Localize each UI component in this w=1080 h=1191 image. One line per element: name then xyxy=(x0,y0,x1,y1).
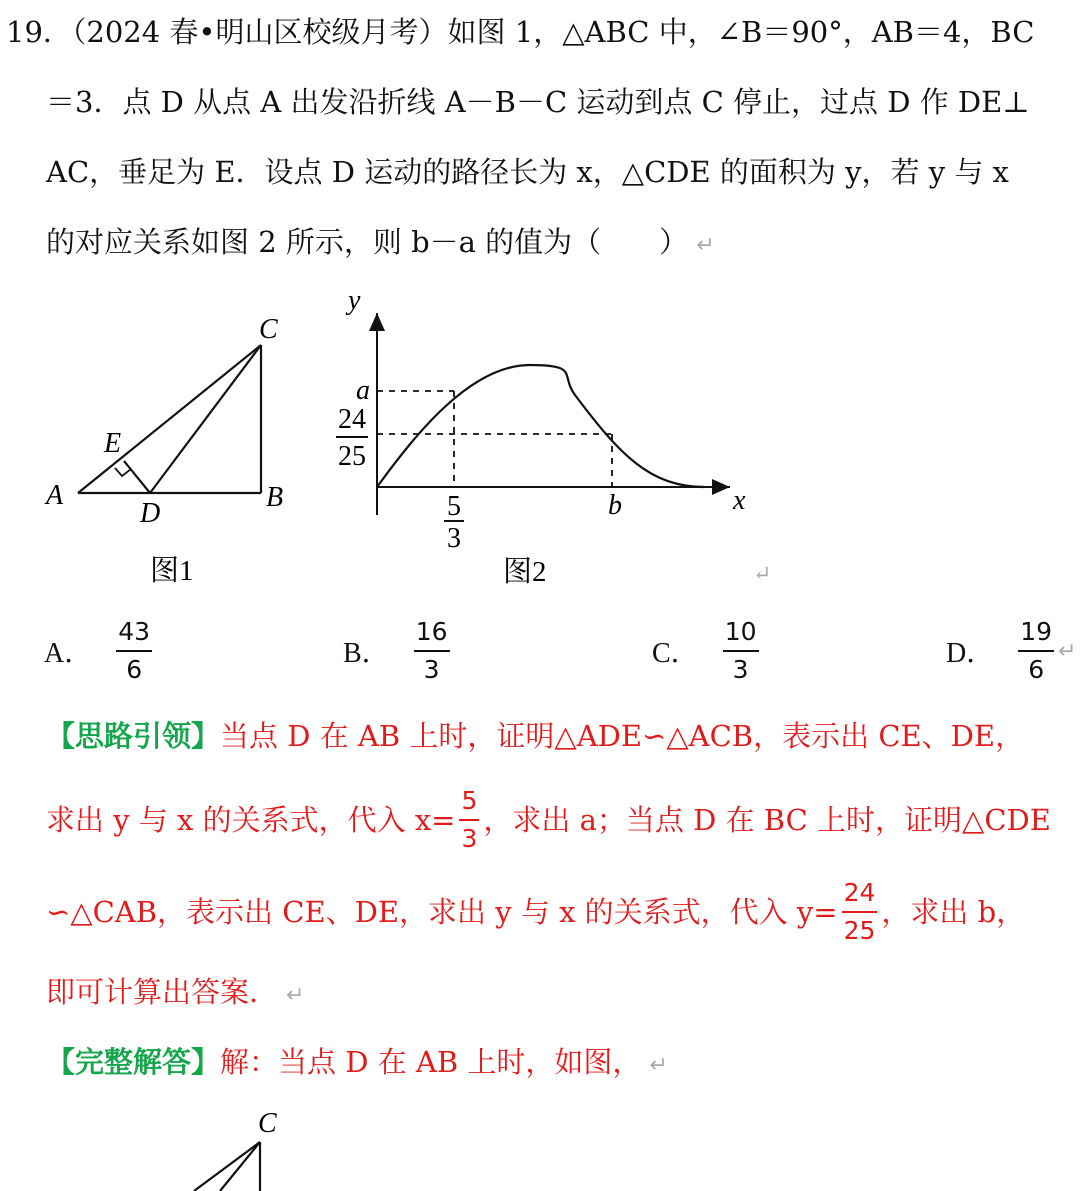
analysis-line-3 xyxy=(46,878,1026,945)
return-mark-analysis: ↵ xyxy=(286,983,305,1008)
question-line-1 xyxy=(6,12,1034,52)
analysis-text-3a: ∽△CAB，表示出 CE、DE，求出 y 与 x 的关系式，代入 y= xyxy=(46,895,838,929)
axis-y-label: y xyxy=(348,285,361,316)
tick-frac-3: 3 xyxy=(447,523,461,554)
analysis-text-2a: 求出 y 与 x 的关系式，代入 x= xyxy=(46,803,456,837)
option-d-den: 6 xyxy=(1028,655,1045,684)
tick-label-b: b xyxy=(608,490,622,521)
solution-line-1 xyxy=(46,1042,668,1086)
label-e: E xyxy=(104,428,122,459)
analysis-frac2-den: 25 xyxy=(843,916,876,945)
label-b: B xyxy=(266,482,284,513)
return-mark-solution: ↵ xyxy=(649,1053,668,1078)
analysis-heading: 【思路引领】 xyxy=(46,719,221,753)
analysis-frac2-num: 24 xyxy=(842,879,878,913)
analysis-text-4: 即可计算出答案． xyxy=(46,975,279,1009)
analysis-line-2 xyxy=(46,786,1051,853)
analysis-frac-num: 5 xyxy=(459,787,479,821)
option-d[interactable] xyxy=(946,618,1076,684)
solution-text-1: 解：当点 D 在 AB 上时，如图， xyxy=(220,1045,642,1079)
option-b-label: B． xyxy=(343,638,390,669)
curve xyxy=(377,365,705,487)
tick-label-a: a xyxy=(356,375,370,406)
return-mark-figure: ↵ xyxy=(753,561,772,586)
option-d-label: D． xyxy=(946,638,995,669)
analysis-line-1 xyxy=(46,716,1024,756)
segment-de xyxy=(124,461,150,493)
question-stem-4: 的对应关系如图 2 所示，则 b－a 的值为（ ） xyxy=(46,225,689,259)
option-c-fraction xyxy=(723,618,759,684)
figure-1-caption: 图1 xyxy=(150,555,194,587)
option-c-num: 10 xyxy=(723,618,759,652)
question-stem-3: AC，垂足为 E．设点 D 运动的路径长为 x，△CDE 的面积为 y，若 y 与 x xyxy=(46,155,1009,189)
analysis-text-1: 当点 D 在 AB 上时，证明△ADE∽△ACB，表示出 CE、DE， xyxy=(220,719,1025,753)
option-c[interactable] xyxy=(652,618,763,684)
tick-frac-5: 5 xyxy=(447,491,461,522)
question-line-4 xyxy=(46,222,715,266)
figure-2-graph xyxy=(320,285,790,600)
solution-label-c: C xyxy=(258,1108,277,1139)
option-a-num: 43 xyxy=(116,618,152,652)
analysis-text-3b: ，求出 b， xyxy=(881,895,1026,929)
tick-frac-24: 24 xyxy=(338,404,366,435)
segment-dc xyxy=(150,345,261,493)
analysis-frac-den: 3 xyxy=(461,824,478,853)
option-a[interactable] xyxy=(44,618,156,684)
question-line-2 xyxy=(46,82,1030,122)
return-mark: ↵ xyxy=(696,233,715,258)
axis-x-label: x xyxy=(733,485,746,516)
analysis-text-2b: ，求出 a；当点 D 在 BC 上时，证明△CDE xyxy=(483,803,1051,837)
option-b-den: 3 xyxy=(423,655,440,684)
question-number: 19． xyxy=(6,15,72,49)
option-b[interactable] xyxy=(343,618,454,684)
solution-figure xyxy=(180,1100,320,1191)
label-c: C xyxy=(259,314,278,345)
analysis-fraction-5-3 xyxy=(459,787,479,853)
option-a-label: A． xyxy=(44,638,93,669)
return-mark-options: ↵ xyxy=(1058,638,1077,664)
option-d-num: 19 xyxy=(1018,618,1054,652)
option-d-fraction xyxy=(1018,618,1054,684)
question-line-3 xyxy=(46,152,1009,192)
option-b-num: 16 xyxy=(414,618,450,652)
side-ac xyxy=(78,345,261,493)
figure-1-triangle xyxy=(40,300,320,600)
option-c-label: C． xyxy=(652,638,699,669)
analysis-fraction-24-25 xyxy=(842,879,878,945)
option-a-fraction xyxy=(116,618,152,684)
tick-frac-25: 25 xyxy=(338,441,366,472)
solution-heading: 【完整解答】 xyxy=(46,1045,221,1079)
option-a-den: 6 xyxy=(126,655,143,684)
question-stem-1: （2024 春•明山区校级月考）如图 1，△ABC 中，∠B＝90°，AB＝4，BC xyxy=(71,15,1035,49)
figure-2-caption: 图2 xyxy=(503,556,547,588)
analysis-line-4 xyxy=(46,972,304,1016)
option-b-fraction xyxy=(414,618,450,684)
label-d: D xyxy=(140,498,161,529)
option-c-den: 3 xyxy=(732,655,749,684)
question-stem-2: ＝3．点 D 从点 A 出发沿折线 A－B－C 运动到点 C 停止，过点 D 作 DE⊥ xyxy=(46,85,1030,119)
label-a: A xyxy=(46,480,64,511)
right-angle-mark xyxy=(115,468,131,476)
